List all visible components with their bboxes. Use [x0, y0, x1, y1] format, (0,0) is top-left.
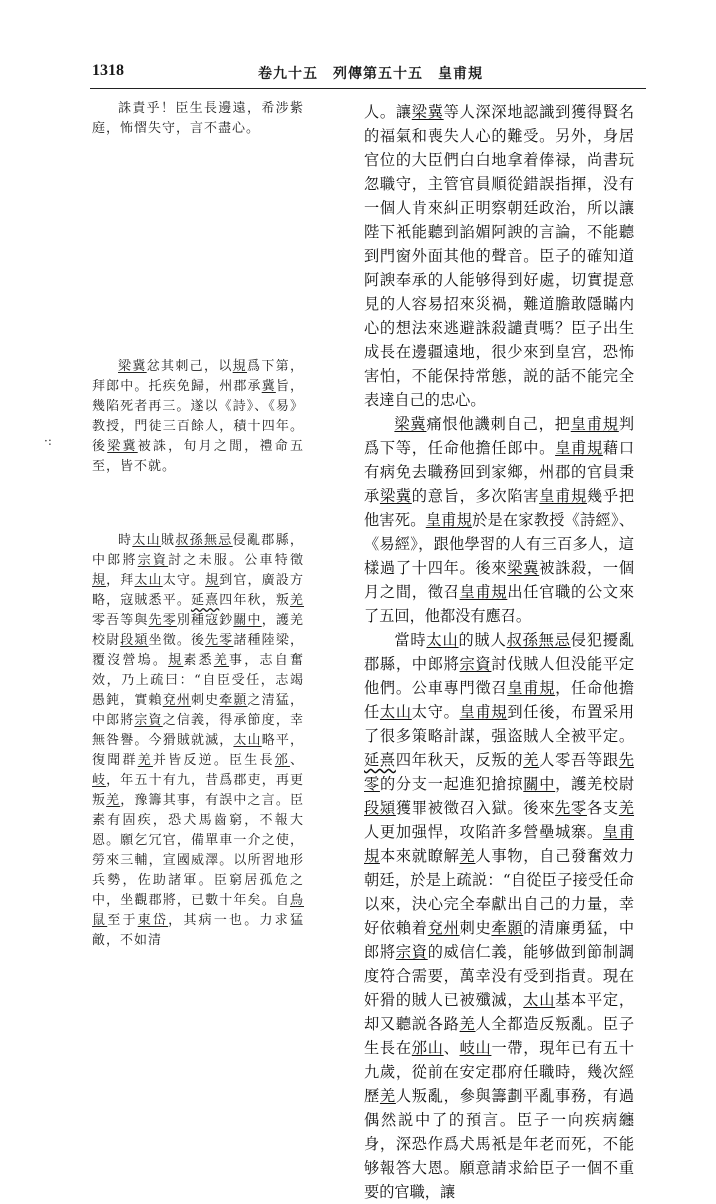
place-name: 邠	[274, 753, 290, 768]
ethnic-name: 羌	[459, 1015, 476, 1033]
person-name: 皇甫規	[459, 583, 508, 601]
place-name: 邠山	[411, 1039, 444, 1057]
ethnic-name: 先零	[148, 613, 177, 628]
place-name: 東岱	[137, 913, 169, 928]
ethnic-name: 羌	[289, 593, 304, 608]
place-name: 太山	[523, 991, 556, 1009]
margin-mark: ·:	[44, 434, 52, 448]
place-name: 關中	[233, 613, 262, 628]
era-name: 延熹	[364, 751, 396, 769]
right-paragraph-1: 人。讓梁冀等人深深地認識到獲得賢名的福氣和喪失人心的難受。另外，身居官位的大臣們白白地拿着俸禄，尚書玩忽職守，主管官員順從錯誤指揮，没有一個人肯來糾正明察朝廷政治，所以讓陛下衹能聽到諂媚阿諛的言論，不能聽到門窗外面其他的聲音。臣子的確知道阿諛奉承的人能够得到好處，切實提意見的人容易招來災禍，難道膽敢隱瞞内心的想法來逃避誅殺譴責嗎？臣子出生成長在邊疆遠地，很少來到皇宫，恐怖害怕，不能保持常態，説的話不能完全表達自己的忠心。	[364, 103, 635, 409]
ethnic-name: 羌	[137, 753, 153, 768]
person-name: 叔孫無忌	[175, 533, 233, 548]
person-name: 段熲	[120, 633, 149, 648]
left-text-block-2	[92, 357, 304, 477]
person-name: 規	[205, 573, 220, 588]
ethnic-name: 先零	[555, 799, 587, 817]
header-rule	[90, 88, 646, 89]
right-paragraph-3: 當時太山的賊人叔孫無忌侵犯擾亂郡縣，中郎將宗資討伐賊人但没能平定他們。公車專門徵召皇甫規，任命他擔任太山太守。皇甫規到任後，布置采用了很多策略計謀，强盗賊人全被平定。延熹四年秋天，反叛的羌人零吾等跟先零的分支一起進犯搶掠關中，護羌校尉段熲獲罪被徵召入獄。後來先零各支羌人更加强悍，攻陷許多營壘城寨。皇甫規本來就瞭解羌人事物，自己發奮效力朝廷，於是上疏説：“自從臣子接受任命以來，決心完全奉獻出自己的力量，幸好依賴着兗州刺史牽顥的清廉勇猛，中郎將宗資的威信仁義，能够做到節制調度符合需要，萬幸没有受到指責。現在奸猾的賊人已被殲滅，太山基本平定，却又聽説各路羌人全都造反叛亂。臣子生長在邠山、岐山一帶，現年已有五十九歲，從前在安定郡府任職時，幾次經歷羌人叛亂，參與籌劃平亂事務，有過偶然説中了的預言。臣子一向疾病纏身，深恐作爲犬馬衹是年老而死，不能够報答大恩。願意請求給臣子一個不重要的官職，讓	[364, 631, 635, 1201]
place-name: 兗州	[427, 919, 460, 937]
person-name: 皇甫規	[459, 703, 508, 721]
person-name: 梁冀	[411, 103, 444, 121]
left-text-block-3	[92, 531, 304, 951]
running-head: 卷九十五 列傳第五十五 皇甫規	[258, 66, 483, 82]
person-name: 梁冀	[394, 415, 427, 433]
ethnic-name: 羌	[618, 799, 635, 817]
person-name: 宗資	[459, 655, 492, 673]
person-name: 規	[92, 573, 107, 588]
left-paragraph-3: 時太山賊叔孫無忌侵亂郡縣，中郎將宗資討之未服。公車特徵規，拜太山太守。規到官，廣設方略，寇賊悉平。延熹四年秋，叛羌零吾等與先零別種寇鈔關中，護羌校尉段熲坐徵。後先零諸種陸梁，覆沒營塢。規素悉羌事，志自奮效，乃上疏曰：“自臣受任，志竭愚鈍，實賴兗州刺史牽顥之清猛，中郎將宗資之信義，得承節度，幸無咎譽。今猾賊就滅，太山略平，復聞群羌并皆反逆。臣生長邠、岐，年五十有九，昔爲郡吏，再更叛羌，豫籌其事，有誤中之言。臣素有固疾，恐犬馬齒窮，不報大恩。願乞冗官，備單車一介之使，勞來三輔，宣國威澤。以所習地形兵勢，佐助諸軍。臣窮居孤危之中，坐觀郡將，已數十年矣。自鳥鼠至于東岱，其病一也。力求猛敵，不如清	[92, 533, 304, 948]
left-paragraph-2: 梁冀忿其刺己，以規爲下第，拜郎中。托疾免歸，州郡承冀旨，幾陷死者再三。遂以《詩》、《易》教授，門徒三百餘人，積十四年。後梁冀被誅，旬月之閒，禮命五至，皆不就。	[92, 359, 304, 474]
place-name: 岐	[92, 773, 107, 788]
ethnic-name: 羌	[459, 847, 476, 865]
place-name: 太山	[426, 631, 459, 649]
person-name: 皇甫規	[539, 487, 587, 505]
page-number: 1318	[92, 62, 124, 79]
place-name: 太山	[132, 533, 161, 548]
person-name: 皇甫規	[555, 439, 603, 457]
person-name: 冀	[261, 379, 276, 394]
place-name: 關中	[523, 775, 556, 793]
ethnic-name: 羌	[106, 793, 121, 808]
ethnic-name: 先零	[205, 633, 234, 648]
right-paragraph-2: 梁冀痛恨他譏刺自己，把皇甫規判爲下等，任命他擔任郎中。皇甫規藉口有病免去職務回到家鄉，州郡的官員秉承梁冀的意旨，多次陷害皇甫規幾乎把他害死。皇甫規於是在家教授《詩經》、《易經》，跟他學習的人有三百多人，這樣過了十四年。後來梁冀被誅殺，一個月之間，徵召皇甫規出任官職的公文來了五回，他都没有應召。	[364, 415, 635, 625]
person-name: 梁冀	[118, 359, 147, 374]
right-text-column	[364, 100, 634, 1204]
person-name: 叔孫無忌	[506, 631, 571, 649]
person-name: 皇甫規	[570, 415, 619, 433]
person-name: 牽顥	[491, 919, 524, 937]
left-paragraph-1: 誅責乎！臣生長邊遠，希涉紫庭，怖慴失守，言不盡心。	[92, 101, 304, 136]
person-name: 宗資	[134, 713, 163, 728]
era-name: 延熹	[190, 593, 220, 608]
ethnic-name: 羌	[213, 653, 230, 668]
person-name: 梁冀	[107, 439, 138, 454]
place-name: 太山	[134, 573, 163, 588]
person-name: 規	[168, 653, 184, 668]
person-name: 梁冀	[379, 487, 412, 505]
person-name: 規	[232, 359, 247, 374]
ethnic-name: 先零	[364, 751, 635, 793]
person-name: 牽顥	[219, 693, 248, 708]
place-name: 太山	[233, 733, 262, 748]
place-name: 兗州	[162, 693, 191, 708]
ethnic-name: 羌	[379, 1087, 396, 1105]
person-name: 段熲	[364, 799, 396, 817]
place-name: 岐山	[459, 1039, 492, 1057]
person-name: 宗資	[395, 943, 428, 961]
person-name: 皇甫規	[507, 679, 556, 697]
person-name: 梁冀	[507, 559, 540, 577]
left-text-block-1	[92, 99, 304, 139]
place-name: 鳥鼠	[92, 893, 304, 928]
person-name: 皇甫規	[425, 511, 473, 529]
ethnic-name: 羌	[523, 751, 540, 769]
person-name: 皇甫規	[364, 823, 635, 865]
person-name: 宗資	[137, 553, 169, 568]
place-name: 太山	[379, 703, 412, 721]
